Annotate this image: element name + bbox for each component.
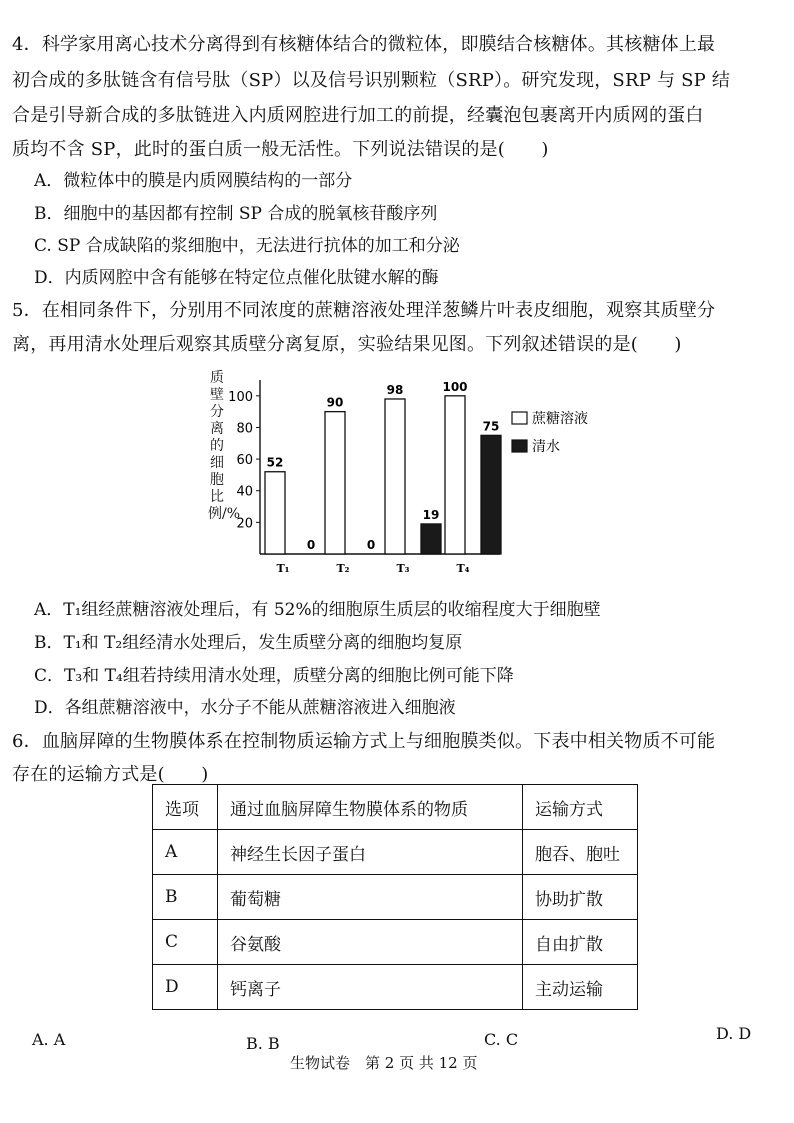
table-cell: D	[153, 965, 218, 1010]
x-tick-label: T₃	[396, 562, 410, 575]
chart-ylabel: 质壁分离的细胞比例/%	[208, 370, 241, 522]
q4-option-a: A．微粒体中的膜是内质网膜结构的一部分	[34, 171, 353, 191]
table-cell: 葡萄糖	[218, 875, 523, 920]
table-cell: C	[153, 920, 218, 965]
data-label: 0	[306, 538, 316, 552]
q4-option-c: C. SP 合成缺陷的浆细胞中，无法进行抗体的加工和分泌	[34, 236, 460, 256]
table-cell: 主动运输	[523, 965, 638, 1010]
q4-line: 合是引导新合成的多肽链进入内质网腔进行加工的前提，经囊泡包裹离开内质网的蛋白	[12, 105, 704, 126]
table-row	[153, 920, 638, 965]
q5-line: 5．在相同条件下，分别用不同浓度的蔗糖溶液处理洋葱鳞片叶表皮细胞，观察其质壁分	[12, 300, 716, 321]
q4-line: 质均不含 SP，此时的蛋白质一般无活性。下列说法错误的是( )	[12, 139, 549, 160]
table-cell: A	[153, 830, 218, 875]
legend-swatch	[512, 412, 527, 424]
y-tick-label: 40	[236, 484, 253, 500]
q4-option-d: D．内质网腔中含有能够在特定位点催化肽键水解的酶	[34, 268, 439, 288]
q5-option-c: C．T₃和 T₄组若持续用清水处理，质壁分离的细胞比例可能下降	[34, 666, 514, 686]
q6-answer-b: B. B	[246, 1034, 280, 1053]
table-row	[153, 965, 638, 1010]
q6-answer-a: A. A	[32, 1030, 66, 1049]
table-header: 选项	[153, 785, 218, 830]
q4-line: 初合成的多肽链含有信号肽（SP）以及信号识别颗粒（SRP）。研究发现，SRP 与 SP 结	[12, 70, 731, 91]
y-tick-label: 100	[228, 389, 253, 405]
q5-line: 离，再用清水处理后观察其质壁分离复原，实验结果见图。下列叙述错误的是( )	[12, 334, 682, 355]
page-footer: 生物试卷 第 2 页 共 12 页	[290, 1054, 478, 1072]
data-label: 52	[266, 455, 284, 470]
data-label: 19	[422, 507, 440, 522]
bar-蔗糖溶液	[385, 399, 405, 554]
q5-option-b: B．T₁和 T₂组经清水处理后，发生质壁分离的细胞均复原	[34, 633, 463, 653]
legend-label: 清水	[532, 439, 560, 455]
bar-蔗糖溶液	[445, 396, 465, 554]
data-label: 100	[442, 379, 468, 394]
table-row	[153, 830, 638, 875]
table-cell: 神经生长因子蛋白	[218, 830, 523, 875]
data-label: 75	[482, 419, 500, 434]
y-tick-label: 20	[236, 516, 253, 532]
bar-蔗糖溶液	[265, 472, 285, 554]
q4-option-b: B．细胞中的基因都有控制 SP 合成的脱氧核苷酸序列	[34, 204, 438, 224]
q6-answer-c: C. C	[484, 1030, 519, 1049]
table-cell: 自由扩散	[523, 920, 638, 965]
data-label: 0	[366, 538, 376, 552]
q4-line: 4．科学家用离心技术分离得到有核糖体结合的微粒体，即膜结合核糖体。其核糖体上最	[12, 34, 716, 55]
q5-option-a: A．T₁组经蔗糖溶液处理后，有 52%的细胞原生质层的收缩程度大于细胞壁	[34, 600, 601, 620]
data-label: 90	[326, 395, 344, 410]
legend-swatch	[512, 440, 527, 452]
legend-label: 蔗糖溶液	[532, 411, 588, 427]
bar-清水	[421, 524, 441, 554]
transport-table	[152, 784, 638, 1010]
table-cell: 钙离子	[218, 965, 523, 1010]
bar-蔗糖溶液	[325, 412, 345, 554]
y-tick-label: 60	[236, 453, 253, 469]
q6-answer-d: D. D	[716, 1024, 752, 1043]
table-cell: 协助扩散	[523, 875, 638, 920]
q6-line: 存在的运输方式是( )	[12, 764, 209, 785]
table-cell: 胞吞、胞吐	[523, 830, 638, 875]
table-cell: 谷氨酸	[218, 920, 523, 965]
x-tick-label: T₂	[336, 562, 350, 575]
table-row	[153, 875, 638, 920]
data-label: 98	[386, 382, 404, 397]
x-tick-label: T₄	[456, 562, 470, 575]
bar-清水	[481, 435, 501, 554]
table-cell: B	[153, 875, 218, 920]
x-tick-label: T₁	[276, 562, 290, 575]
y-tick-label: 80	[236, 421, 253, 437]
q5-option-d: D．各组蔗糖溶液中，水分子不能从蔗糖溶液进入细胞液	[34, 698, 456, 718]
table-header-row	[153, 785, 638, 830]
bar-chart	[200, 368, 620, 578]
q6-line: 6．血脑屏障的生物膜体系在控制物质运输方式上与细胞膜类似。下表中相关物质不可能	[12, 731, 716, 752]
table-header: 通过血脑屏障生物膜体系的物质	[218, 785, 523, 830]
table-header: 运输方式	[523, 785, 638, 830]
